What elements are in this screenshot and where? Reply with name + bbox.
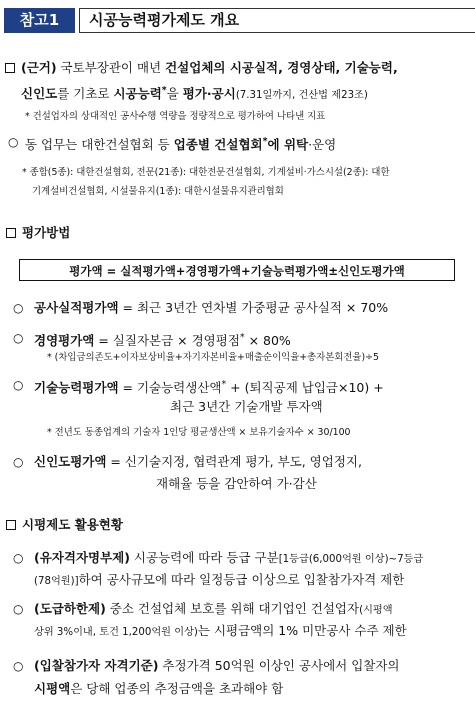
- management-eval-formula: = 실질자본금 × 경영평점: [94, 333, 240, 349]
- asterisk-icon: *: [25, 111, 33, 122]
- footnote-2-line-2: [32, 184, 284, 200]
- circle-bullet-icon: ○: [13, 551, 24, 565]
- bidder-qualification-text: 추정가격 50억원 이상인 공사에서 입찰자의: [158, 658, 400, 673]
- checkbox-square-icon: [6, 228, 16, 238]
- delegation-line: [25, 134, 336, 153]
- bidder-qualification-label: (입찰참가자 자격기준): [34, 658, 159, 673]
- checkbox-square-icon: [6, 520, 16, 530]
- section-heading-method: 평가방법: [22, 225, 71, 240]
- reference-badge: 참고1: [4, 8, 75, 33]
- basis-line-2: [21, 83, 368, 104]
- asterisk-icon: *: [47, 352, 55, 363]
- asterisk-icon: *: [22, 167, 30, 178]
- formula-box: 평가액 = 실적평가액+경영평가액+기술능력평가액±신인도평가액: [19, 259, 455, 281]
- circle-bullet-icon: ○: [13, 331, 24, 345]
- technical-eval-formula-2: + (퇴직공제 납입금×10) +: [226, 380, 384, 396]
- footnote-2-text-2: 기계설비건설협회, 시설물유지(1종): 대한시설물유지관리협회: [32, 186, 284, 197]
- bidder-qualification-line-1: [34, 658, 400, 674]
- circle-bullet-icon: ○: [13, 602, 24, 616]
- basis-text-2: 를 기초로: [57, 86, 114, 102]
- technical-eval-formula: = 기술능력생산액: [118, 380, 222, 396]
- footnote-mark: *: [221, 379, 227, 390]
- circle-bullet-icon: ○: [13, 378, 24, 392]
- management-eval-line: [34, 330, 291, 349]
- page-title: 시공능력평가제도 개요: [79, 8, 475, 33]
- capability-amount-text: 시평액: [34, 681, 71, 696]
- credibility-eval-line-2: 재해율 등을 감안하여 가·감산: [156, 476, 317, 491]
- performance-eval-line: [34, 300, 388, 316]
- circle-bullet-icon: ○: [13, 455, 24, 469]
- asterisk-icon: *: [47, 427, 55, 438]
- qualified-list-line-2: [34, 572, 404, 590]
- grade-range-end: (78억원)]: [34, 576, 79, 587]
- performance-eval-label: 공사실적평가액: [34, 300, 119, 315]
- footnote-mark: *: [239, 332, 245, 343]
- qualified-list-label: (유자격자명부제): [34, 550, 130, 565]
- qualified-list-text: 시공능력에 따라 등급 구분: [129, 550, 279, 565]
- technical-eval-label: 기술능력평가액: [34, 380, 119, 396]
- lower-limit-label: (도급하한제): [34, 601, 106, 616]
- basis-text: 국토부장관이 매년: [56, 60, 166, 75]
- technical-eval-line-1: [34, 377, 384, 396]
- technical-eval-line-2: 최근 3년간 기술개발 투자액: [170, 399, 323, 414]
- capability-text: 시공능력: [113, 86, 162, 102]
- grade-range-text: [1등급(6,000억원 이상)~7등급: [278, 554, 424, 565]
- delegation-text: 동 업무는 대한건설협회 등: [25, 137, 174, 153]
- qualified-list-line-1: [34, 550, 423, 568]
- circle-bullet-icon: ○: [8, 135, 19, 149]
- performance-eval-formula: = 최근 3년간 연차별 가중평균 공사실적 × 70%: [118, 300, 389, 315]
- footnote-1-text: 건설업자의 상대적인 공사수행 역량을 정량적으로 평가하여 나타낸 지표: [32, 111, 326, 122]
- lower-limit-line-2: [34, 623, 407, 641]
- credibility-text: 신인도: [21, 86, 58, 102]
- basis-label: (근거): [21, 60, 57, 75]
- credibility-eval-label: 신인도평가액: [34, 454, 107, 469]
- footnote-mark: *: [161, 85, 167, 96]
- credibility-eval-line-1: [34, 454, 362, 470]
- management-eval-rate: × 80%: [244, 333, 291, 349]
- operation-text: ·운영: [308, 137, 337, 153]
- management-eval-label: 경영평가액: [34, 333, 95, 349]
- evaluation-announcement: 평가·공시: [182, 86, 236, 102]
- basis-line-1: [21, 60, 398, 76]
- legal-basis-note: (7.31일까지, 건산법 제23조): [235, 90, 368, 102]
- qualified-list-text-2: 하여 공사규모에 따라 일정등급 이상으로 입찰참가자격 제한: [78, 572, 405, 587]
- lower-limit-note-2: 상위 3%이내, 토건 1,200억원 이상): [34, 627, 198, 638]
- circle-bullet-icon: ○: [13, 301, 24, 315]
- particle-text: 을: [166, 86, 183, 102]
- circle-bullet-icon: ○: [13, 659, 24, 673]
- section-heading-usage: 시평제도 활용현황: [22, 517, 123, 532]
- management-footnote: [47, 350, 379, 366]
- section-header: [4, 8, 470, 33]
- lower-limit-text: 중소 건설업체 보호를 위해 대기업인 건설업자: [105, 601, 360, 616]
- checkbox-square-icon: [5, 63, 15, 73]
- lower-limit-note: (시평액: [359, 605, 393, 616]
- bidder-qualification-line-2: [34, 681, 283, 697]
- technical-footnote-text: 전년도 동종업계의 기술자 1인당 평균생산액 × 보유기술자수 × 30/100: [54, 427, 351, 438]
- footnote-2-text-1: 종합(5종): 대한건설협회, 전문(21종): 대한전문건설협회, 기계설비·가스시설(2종): 대한: [29, 167, 390, 178]
- credibility-eval-text: = 신기술지정, 협력관계 평가, 부도, 영업정지,: [106, 454, 362, 469]
- footnote-1: [25, 109, 325, 125]
- lower-limit-text-2: 는 시평금액의 1% 미만공사 수주 제한: [197, 623, 407, 638]
- lower-limit-line-1: [34, 601, 393, 619]
- delegation-emphasis: 에 위탁: [267, 137, 309, 153]
- footnote-mark: *: [262, 136, 268, 147]
- management-footnote-text: (차입금의존도+이자보상비율+자기자본비율+매출순이익율+총자본회전율)÷5: [54, 352, 379, 363]
- basis-criteria: 건설업체의 시공실적, 경영상태, 기술능력,: [165, 60, 398, 75]
- bidder-qualification-text-2: 은 당해 업종의 추정금액을 초과해야 함: [70, 681, 284, 696]
- association-text: 업종별 건설협회: [173, 137, 263, 153]
- footnote-2-line-1: [22, 165, 390, 181]
- technical-footnote: [47, 425, 351, 441]
